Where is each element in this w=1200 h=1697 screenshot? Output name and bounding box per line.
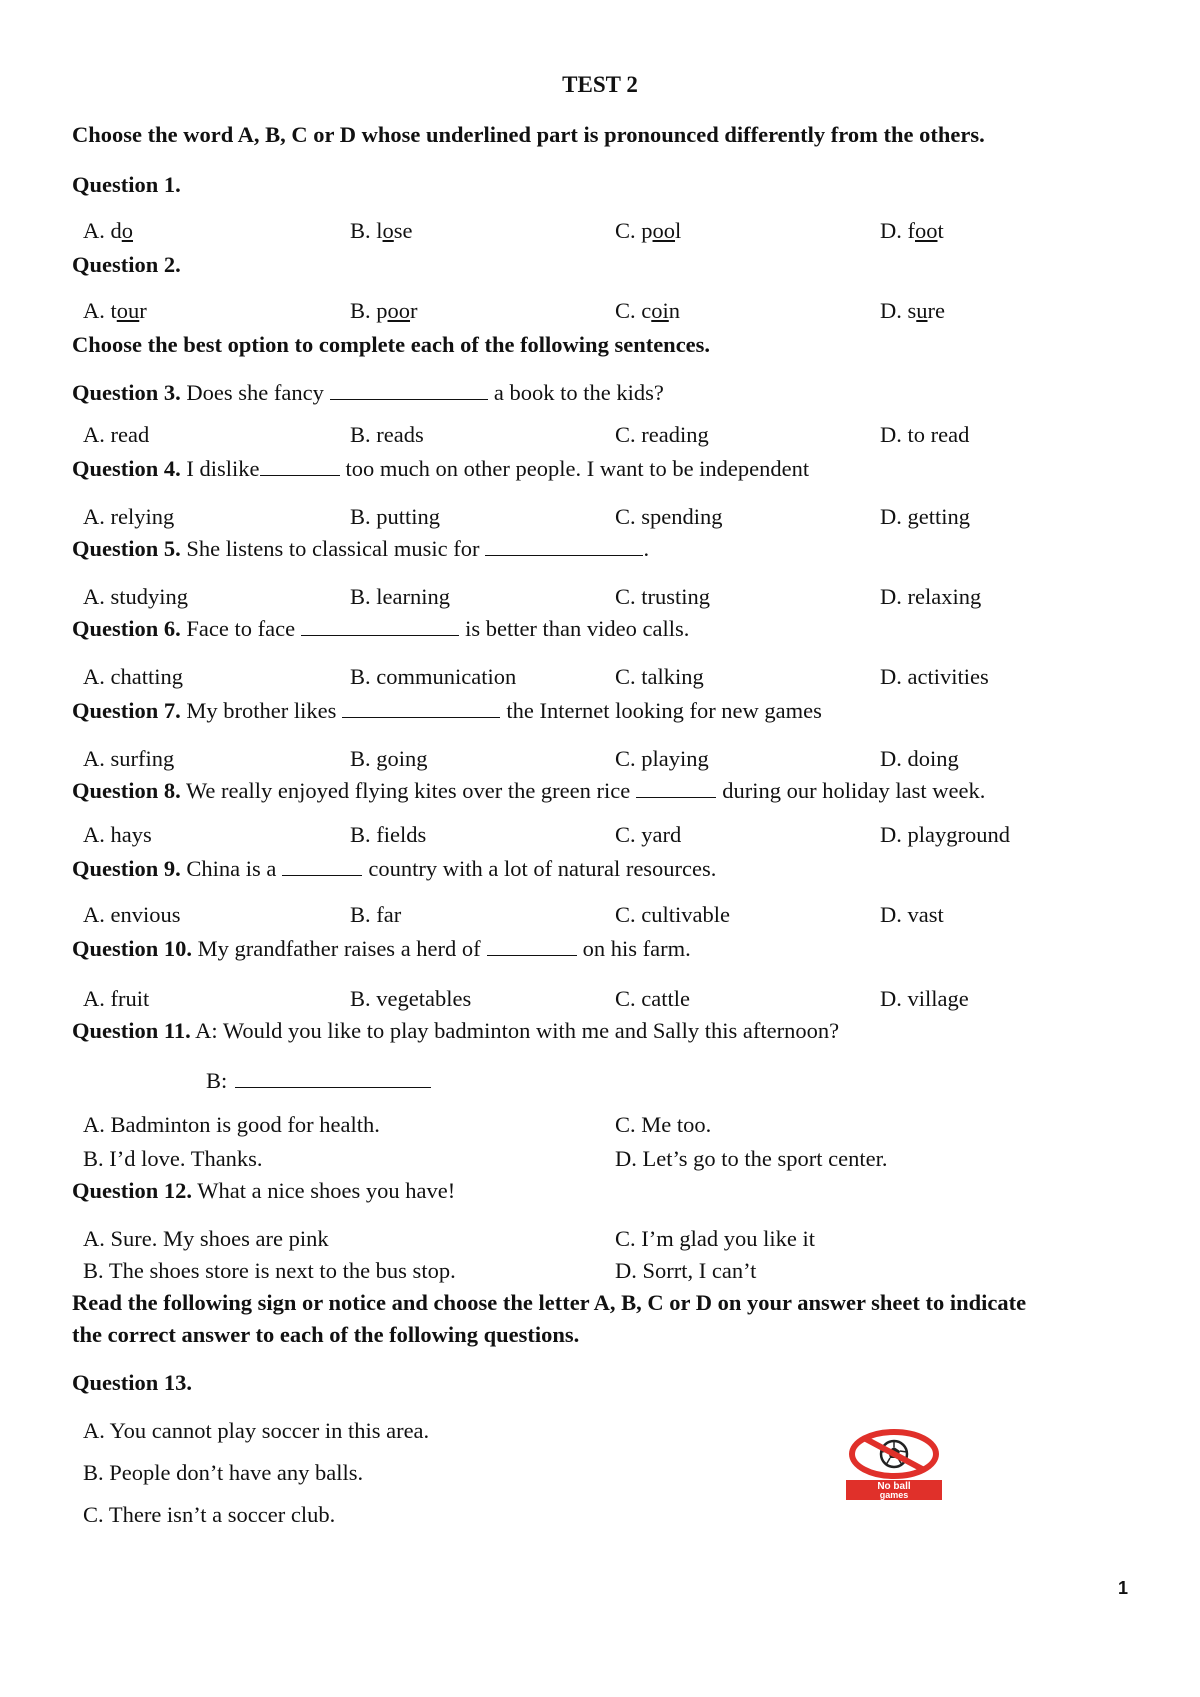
- question-3-option-c: C. reading: [615, 422, 709, 447]
- question-12-option-c: C. I’m glad you like it: [615, 1226, 815, 1251]
- question-2-label: Question 2.: [72, 252, 181, 277]
- question-13-option-c: C. There isn’t a soccer club.: [83, 1502, 336, 1527]
- svg-text:No ball: No ball: [877, 1481, 911, 1492]
- question-9-option-a: A. envious: [83, 902, 181, 927]
- answer-blank: [342, 699, 500, 718]
- question-3-stem: Question 3. Does she fancy a book to the kids?: [72, 380, 664, 405]
- question-4-option-a: A. relying: [83, 504, 175, 529]
- answer-blank: [282, 857, 362, 876]
- question-1-label: Question 1.: [72, 172, 181, 197]
- question-7-option-d: D. doing: [880, 746, 959, 771]
- question-13-label: Question 13.: [72, 1370, 193, 1395]
- question-2-option-c: C. coin: [615, 298, 681, 323]
- question-10-option-d: D. village: [880, 986, 969, 1011]
- question-1-option-d: D. foot: [880, 218, 944, 243]
- question-5-option-d: D. relaxing: [880, 584, 982, 609]
- page-title: TEST 2: [562, 72, 638, 97]
- question-12-option-b: B. The shoes store is next to the bus stop.: [83, 1258, 456, 1283]
- question-6-option-c: C. talking: [615, 664, 704, 689]
- question-9-option-d: D. vast: [880, 902, 944, 927]
- question-11-option-c: C. Me too.: [615, 1112, 712, 1137]
- question-5-option-c: C. trusting: [615, 584, 711, 609]
- question-4-stem: Question 4. I dislike too much on other people. I want to be independent: [72, 456, 810, 481]
- question-2-option-d: D. sure: [880, 298, 945, 323]
- question-9-option-b: B. far: [350, 902, 402, 927]
- question-4-option-b: B. putting: [350, 504, 441, 529]
- question-6-stem: Question 6. Face to face is better than video calls.: [72, 616, 690, 641]
- section3-instruction-line2: the correct answer to each of the following questions.: [72, 1322, 580, 1347]
- question-6-option-d: D. activities: [880, 664, 989, 689]
- question-10-option-c: C. cattle: [615, 986, 690, 1011]
- question-6-option-a: A. chatting: [83, 664, 183, 689]
- question-11-response-line: B:: [206, 1068, 437, 1094]
- question-9-option-c: C. cultivable: [615, 902, 730, 927]
- question-1-option-c: C. pool: [615, 218, 682, 243]
- question-7-option-b: B. going: [350, 746, 428, 771]
- question-7-option-c: C. playing: [615, 746, 709, 771]
- answer-blank: [330, 381, 488, 400]
- question-6-option-b: B. communication: [350, 664, 517, 689]
- question-11-option-d: D. Let’s go to the sport center.: [615, 1146, 888, 1171]
- no-ball-games-sign: [846, 1428, 942, 1500]
- section1-instruction: Choose the word A, B, C or D whose underlined part is pronounced differently from the others.: [72, 122, 985, 147]
- answer-blank: [301, 617, 459, 636]
- answer-blank: [235, 1069, 431, 1088]
- question-3-option-b: B. reads: [350, 422, 424, 447]
- question-10-stem: Question 10. My grandfather raises a herd of on his farm.: [72, 936, 691, 961]
- question-7-option-a: A. surfing: [83, 746, 175, 771]
- question-4-option-d: D. getting: [880, 504, 970, 529]
- question-12-option-a: A. Sure. My shoes are pink: [83, 1226, 329, 1251]
- question-10-option-b: B. vegetables: [350, 986, 472, 1011]
- question-9-stem: Question 9. China is a country with a lot of natural resources.: [72, 856, 717, 881]
- svg-text:games: games: [879, 1490, 909, 1500]
- no-ball-games-icon: [846, 1428, 942, 1500]
- question-1-option-b: B. lose: [350, 218, 413, 243]
- question-12-option-d: D. Sorrt, I can’t: [615, 1258, 757, 1283]
- question-7-stem: Question 7. My brother likes the Internet looking for new games: [72, 698, 822, 723]
- question-3-option-d: D. to read: [880, 422, 970, 447]
- question-11-option-b: B. I’d love. Thanks.: [83, 1146, 263, 1171]
- question-8-option-c: C. yard: [615, 822, 682, 847]
- question-2-option-a: A. tour: [83, 298, 147, 323]
- question-11-option-a: A. Badminton is good for health.: [83, 1112, 380, 1137]
- question-2-option-b: B. poor: [350, 298, 418, 323]
- section3-instruction-line1: Read the following sign or notice and choose the letter A, B, C or D on your answer sheet to indicate: [72, 1290, 1027, 1315]
- section2-instruction: Choose the best option to complete each of the following sentences.: [72, 332, 711, 357]
- question-8-option-b: B. fields: [350, 822, 427, 847]
- question-13-option-b: B. People don’t have any balls.: [83, 1460, 364, 1485]
- answer-blank: [636, 779, 716, 798]
- question-1-option-a: A. do: [83, 218, 133, 243]
- question-8-stem: Question 8. We really enjoyed flying kites over the green rice during our holiday last week.: [72, 778, 986, 803]
- answer-blank: [485, 537, 643, 556]
- answer-blank: [487, 937, 577, 956]
- question-12-stem: Question 12. What a nice shoes you have!: [72, 1178, 456, 1203]
- question-13-option-a: A. You cannot play soccer in this area.: [83, 1418, 430, 1443]
- question-5-option-a: A. studying: [83, 584, 189, 609]
- question-5-stem: Question 5. She listens to classical music for .: [72, 536, 650, 561]
- question-3-option-a: A. read: [83, 422, 150, 447]
- page-number: 1: [1118, 1578, 1129, 1598]
- question-11-stem: Question 11. A: Would you like to play badminton with me and Sally this afternoon?: [72, 1018, 840, 1043]
- question-8-option-a: A. hays: [83, 822, 152, 847]
- question-5-option-b: B. learning: [350, 584, 450, 609]
- question-8-option-d: D. playground: [880, 822, 1010, 847]
- answer-blank: [260, 457, 340, 476]
- question-4-option-c: C. spending: [615, 504, 723, 529]
- question-10-option-a: A. fruit: [83, 986, 150, 1011]
